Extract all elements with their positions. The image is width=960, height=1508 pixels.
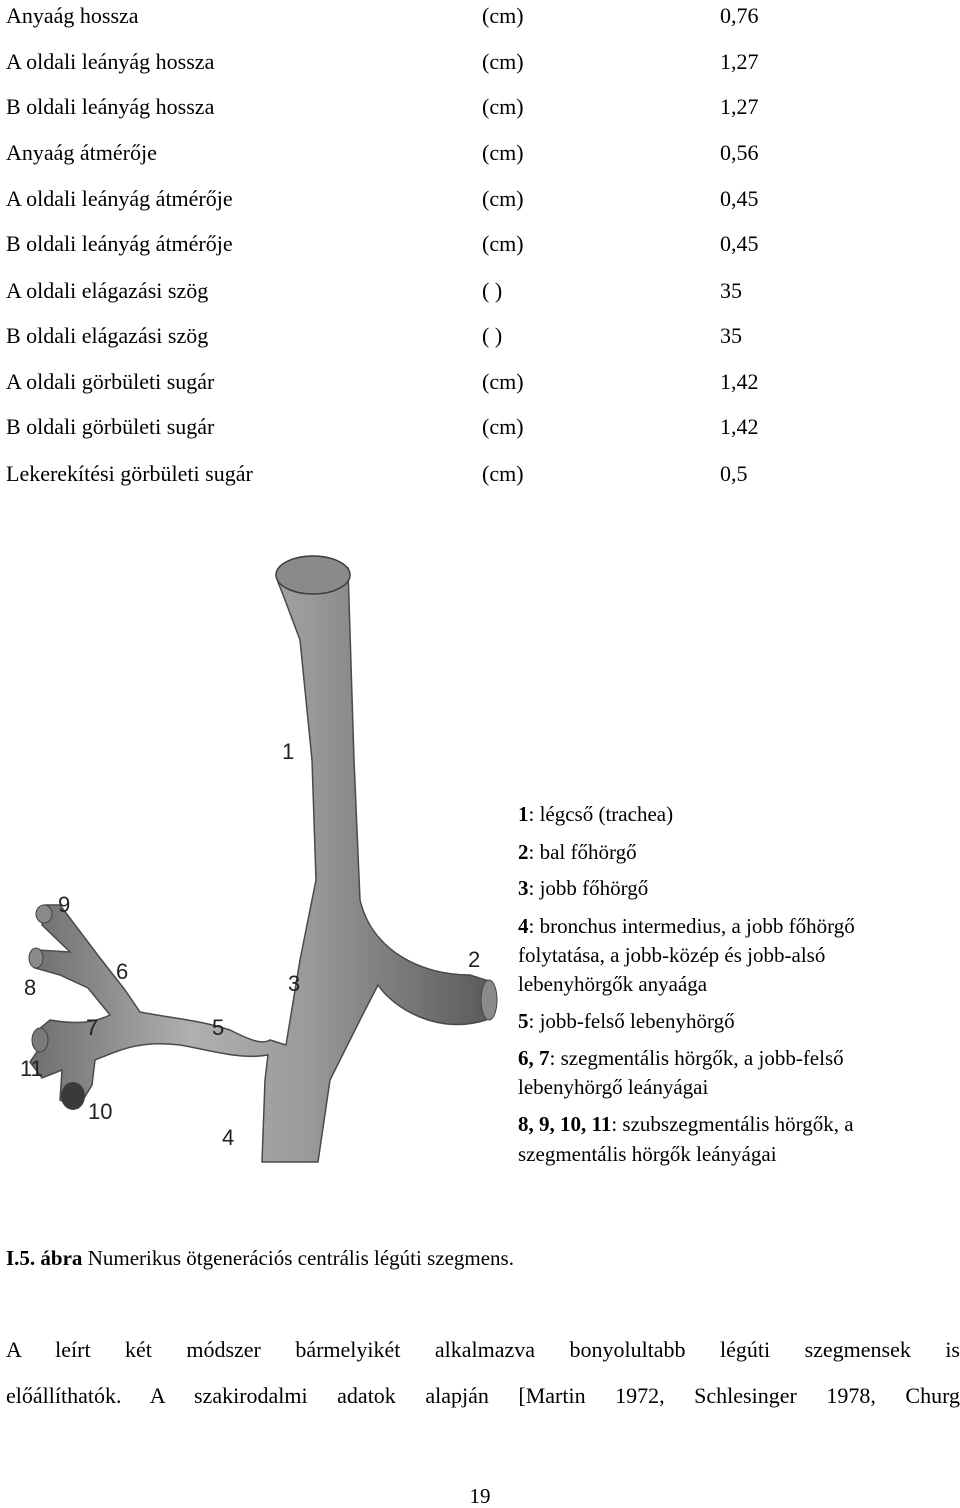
param-unit: ( ) <box>482 323 503 348</box>
param-value: 1,27 <box>720 49 759 74</box>
legend-text: folytatása, a jobb-közép és jobb-alsó <box>518 943 826 967</box>
caption-label: I.5. ábra <box>6 1246 83 1270</box>
legend-text: : légcső (trachea) <box>528 802 674 826</box>
legend-item <box>518 874 648 903</box>
param-value: 0,5 <box>720 461 748 486</box>
legend-key: 6, 7 <box>518 1046 550 1070</box>
legend-text: szegmentális hörgők leányágai <box>518 1142 777 1166</box>
label-4: 4 <box>222 1125 235 1150</box>
param-row <box>0 413 960 459</box>
page-number: 19 <box>469 1484 491 1508</box>
body-paragraph-line: A leírt két módszer bármelyikét alkalmazva bonyolultabb légúti szegmensek is <box>6 1337 960 1362</box>
legend-item <box>518 1007 735 1036</box>
legend-item <box>518 1110 854 1139</box>
param-row <box>0 230 960 276</box>
param-value: 0,76 <box>720 3 759 28</box>
param-name: Anyaág hossza <box>6 3 139 28</box>
param-value: 1,42 <box>720 369 759 394</box>
legend-item <box>518 941 825 970</box>
param-name: A oldali leányág átmérője <box>6 186 233 211</box>
legend-key: 4 <box>518 914 529 938</box>
param-unit: (cm) <box>482 414 524 439</box>
legend-text: : bal főhörgő <box>528 840 637 864</box>
param-row <box>0 277 960 323</box>
label-1: 1 <box>282 739 295 764</box>
label-3: 3 <box>288 971 301 996</box>
legend-key: 8, 9, 10, 11 <box>518 1112 612 1136</box>
param-unit: (cm) <box>482 461 524 486</box>
legend-key: 2 <box>518 840 529 864</box>
legend-item <box>518 1140 777 1169</box>
legend-item <box>518 838 637 867</box>
legend-item <box>518 912 855 941</box>
param-name: Lekerekítési görbületi sugár <box>6 461 253 486</box>
param-name: B oldali görbületi sugár <box>6 414 215 439</box>
param-value: 35 <box>720 323 742 348</box>
trachea-shape <box>30 568 492 1162</box>
param-row <box>0 93 960 139</box>
label-5: 5 <box>212 1015 225 1040</box>
branch-2-opening <box>481 980 497 1020</box>
param-row <box>0 48 960 94</box>
airway-figure <box>0 540 960 1180</box>
param-value: 1,27 <box>720 94 759 119</box>
param-unit: (cm) <box>482 3 524 28</box>
param-name: B oldali elágazási szög <box>6 323 209 348</box>
legend-item <box>518 1044 844 1073</box>
param-row <box>0 139 960 185</box>
legend-key: 5 <box>518 1009 529 1033</box>
param-name: Anyaág átmérője <box>6 140 157 165</box>
legend-text: : szegmentális hörgők, a jobb-felső <box>549 1046 844 1070</box>
param-row <box>0 2 960 48</box>
legend-item <box>518 800 673 829</box>
param-row <box>0 460 960 506</box>
body-paragraph-line: előállíthatók. A szakirodalmi adatok alapján [Martin 1972, Schlesinger 1978, Churg <box>6 1383 960 1408</box>
label-2: 2 <box>468 947 481 972</box>
label-11: 11 <box>20 1056 43 1081</box>
param-unit: (cm) <box>482 231 524 256</box>
label-8: 8 <box>24 975 37 1000</box>
legend-key: 3 <box>518 876 529 900</box>
param-unit: (cm) <box>482 369 524 394</box>
param-unit: (cm) <box>482 186 524 211</box>
legend-text: : jobb főhörgő <box>528 876 649 900</box>
label-10: 10 <box>88 1099 113 1124</box>
param-name: A oldali leányág hossza <box>6 49 215 74</box>
legend-text: lebenyhörgők anyaága <box>518 972 708 996</box>
param-row <box>0 368 960 414</box>
label-9: 9 <box>58 892 71 917</box>
legend-item <box>518 1073 708 1102</box>
legend-key: 1 <box>518 802 529 826</box>
param-value: 0,45 <box>720 186 759 211</box>
param-value: 35 <box>720 278 742 303</box>
param-value: 1,42 <box>720 414 759 439</box>
branch-8-opening <box>29 948 43 968</box>
param-name: B oldali leányág átmérője <box>6 231 233 256</box>
param-name: B oldali leányág hossza <box>6 94 215 119</box>
param-name: A oldali görbületi sugár <box>6 369 215 394</box>
legend-text: lebenyhörgő leányágai <box>518 1075 709 1099</box>
legend-item <box>518 970 707 999</box>
param-value: 0,45 <box>720 231 759 256</box>
param-unit: (cm) <box>482 49 524 74</box>
param-unit: (cm) <box>482 94 524 119</box>
param-row <box>0 322 960 368</box>
legend-text: : szubszegmentális hörgők, a <box>611 1112 854 1136</box>
legend-text: : bronchus intermedius, a jobb főhörgő <box>528 914 855 938</box>
branch-10-opening <box>61 1082 85 1110</box>
branch-9-opening <box>36 905 52 923</box>
param-unit: (cm) <box>482 140 524 165</box>
label-7: 7 <box>86 1015 99 1040</box>
caption-text: Numerikus ötgenerációs centrális légúti szegmens. <box>82 1246 514 1270</box>
param-name: A oldali elágazási szög <box>6 278 209 303</box>
trachea-top-opening <box>276 556 350 594</box>
branch-11-opening <box>32 1028 48 1052</box>
param-row <box>0 185 960 231</box>
figure-caption <box>6 1244 514 1272</box>
param-value: 0,56 <box>720 140 759 165</box>
airway-model-drawing <box>0 540 520 1180</box>
param-unit: ( ) <box>482 278 503 303</box>
label-6: 6 <box>116 959 129 984</box>
legend-text: : jobb-felső lebenyhörgő <box>528 1009 735 1033</box>
